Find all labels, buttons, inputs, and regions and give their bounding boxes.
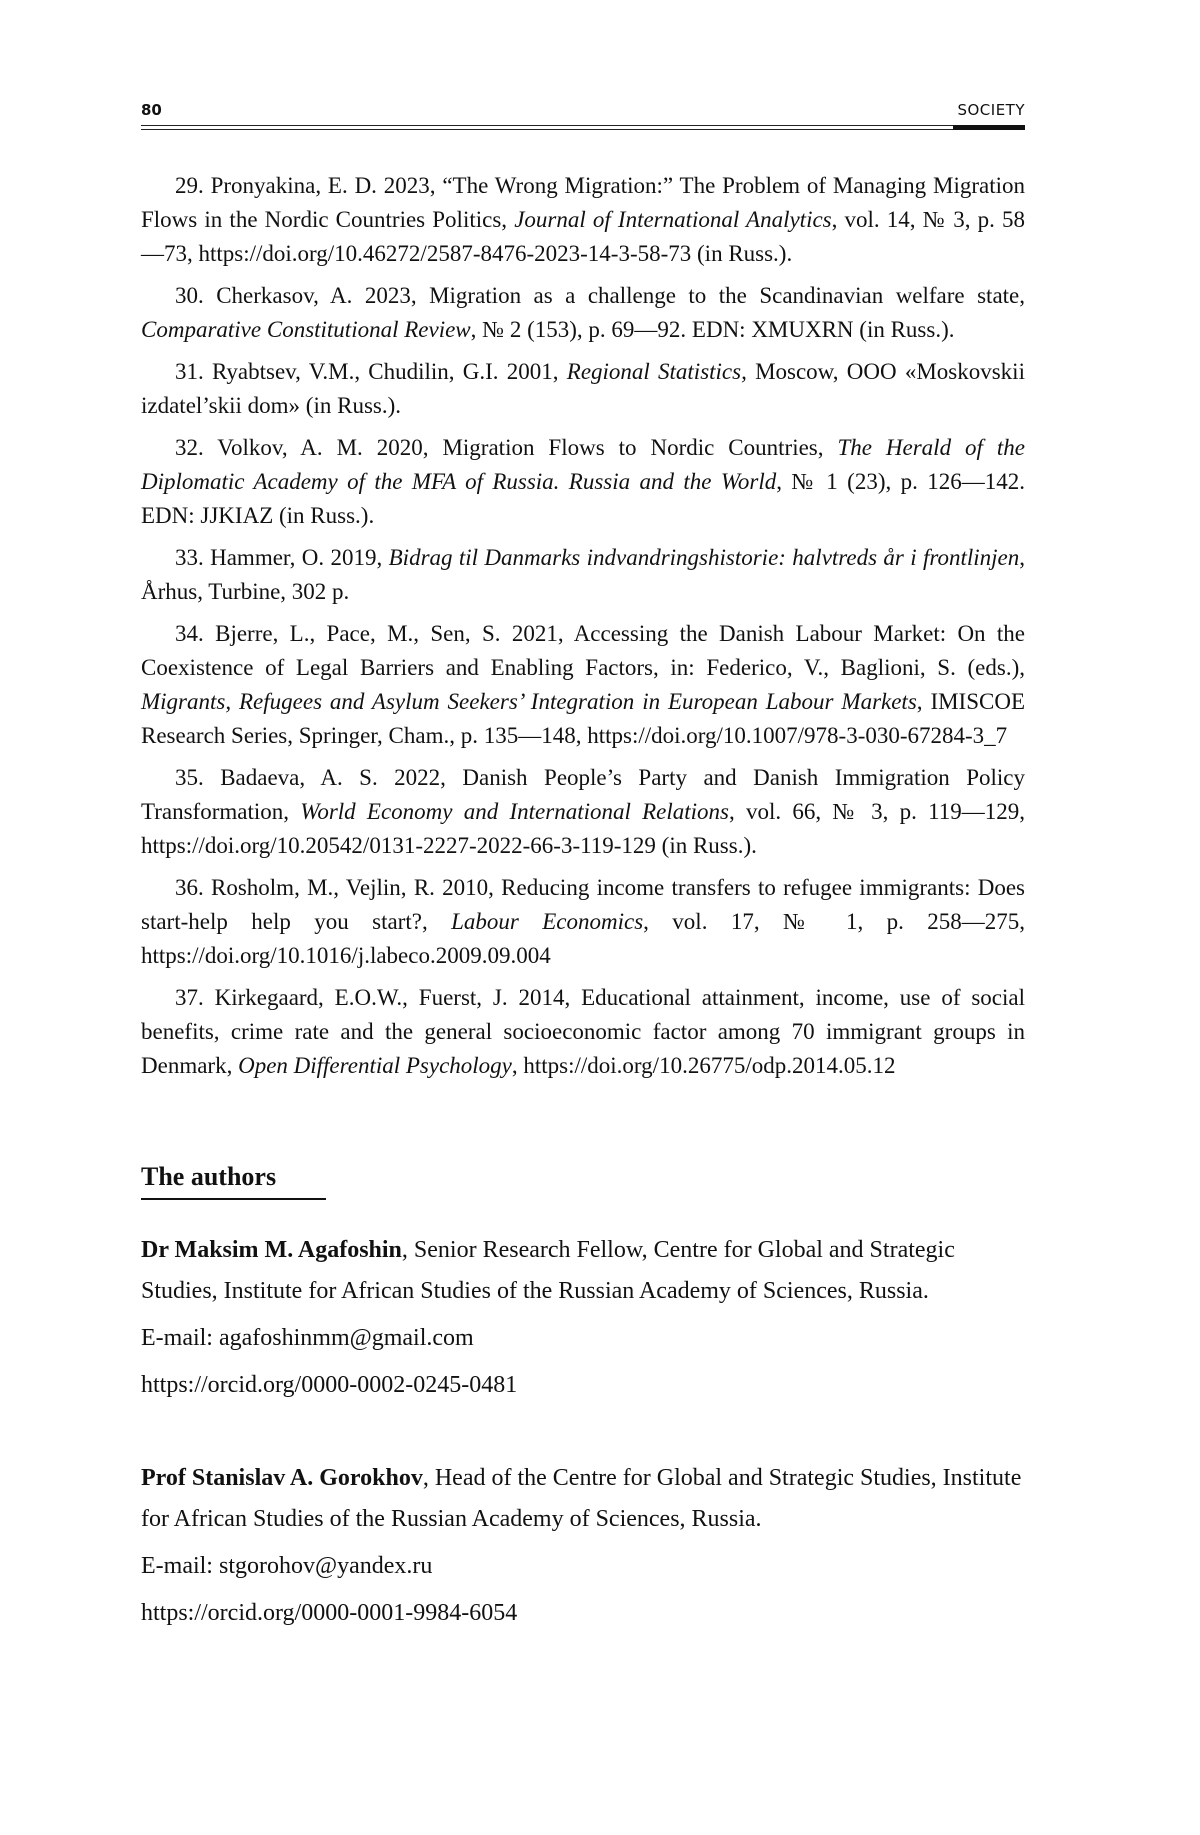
header-rule <box>141 125 1025 126</box>
reference-details: , № 2 (153), p. 69—92. EDN: XMUXRN (in Russ.). <box>470 317 955 342</box>
reference-details: , vol. 17, № 1, p. 258—275, https://doi.org/10.1016/j.labeco.2009.09.004 <box>141 909 1025 968</box>
reference-source: Bidrag til Danmarks indvandringshistorie: halvtreds år i frontlinjen <box>388 545 1020 570</box>
reference-35 <box>141 761 1025 863</box>
reference-text: Rosholm, M., Vejlin, R. 2010, Reducing income transfers to refugee immigrants: Does start-help help you start?, <box>141 875 1025 934</box>
author-bio <box>141 1230 1025 1312</box>
reference-details: , https://doi.org/10.26775/odp.2014.05.12 <box>511 1053 896 1078</box>
reference-30 <box>141 279 1025 347</box>
reference-details: , Århus, Turbine, 302 p. <box>141 545 1026 604</box>
author-affiliation: , Head of the Centre for Global and Strategic Studies, Institute for African Studies of the Russian Academy of Sciences, Russia. <box>141 1465 1022 1532</box>
author-bio <box>141 1458 1025 1540</box>
reference-number: 33. <box>175 545 204 570</box>
author-name: Prof Stanislav A. Gorokhov <box>141 1465 423 1491</box>
reference-text: Hammer, O. 2019, <box>203 545 389 570</box>
author-orcid: https://orcid.org/0000-0002-0245-0481 <box>141 1372 518 1398</box>
reference-text: Pronyakina, E. D. 2023, “The Wrong Migration:” The Problem of Managing Migration Flows in the Nordic Countries Politics, <box>141 173 1025 232</box>
reference-text: Bjerre, L., Pace, M., Sen, S. 2021, Accessing the Danish Labour Market: On the Coexistence of Legal Barriers and Enabling Factors, in: Federico, V., Baglioni, S. (eds.), <box>141 621 1025 680</box>
reference-source: Migrants, Refugees and Asylum Seekers’ Integration in European Labour Markets <box>141 689 917 714</box>
reference-text: Ryabtsev, V.M., Chudilin, G.I. 2001, <box>203 359 567 384</box>
author-email: E-mail: stgorohov@yandex.ru <box>141 1553 433 1579</box>
reference-details: , vol. 14, № 3, p. 58—73, https://doi.org/10.46272/2587-8476-2023-14-3-58-73 (in Russ.). <box>141 207 1025 266</box>
section-name: SOCIETY <box>957 101 1025 119</box>
author-affiliation: , Senior Research Fellow, Centre for Global and Strategic Studies, Institute for African Studies of the Russian Academy of Sciences, Russia. <box>141 1237 955 1304</box>
author-name: Dr Maksim M. Agafoshin <box>141 1237 402 1263</box>
reference-source: Regional Statistics, <box>566 359 747 384</box>
author-orcid: https://orcid.org/0000-0001-9984-6054 <box>141 1600 518 1626</box>
reference-number: 37. <box>175 985 204 1010</box>
reference-source: Labour Economics <box>451 909 644 934</box>
author-email: E-mail: agafoshinmm@gmail.com <box>141 1325 474 1351</box>
reference-details: , № 1 (23), p. 126—142. EDN: JJKIAZ (in Russ.). <box>141 469 1025 528</box>
reference-number: 30. <box>175 283 204 308</box>
reference-33 <box>141 541 1025 609</box>
reference-details: , IMISCOE Research Series, Springer, Cham., p. 135—148, https://doi.org/10.1007/978-3-030-67284-3_7 <box>141 689 1026 748</box>
reference-number: 31. <box>175 359 204 384</box>
reference-source: World Economy and International Relations <box>300 799 729 824</box>
reference-31 <box>141 355 1025 423</box>
running-header <box>141 100 1025 130</box>
reference-number: 36. <box>175 875 204 900</box>
page-number: 80 <box>141 101 162 119</box>
reference-number: 32. <box>175 435 204 460</box>
reference-34 <box>141 617 1025 753</box>
reference-details: , vol. 66, № 3, p. 119—129, https://doi.org/10.20542/0131-2227-2022-66-3-119-129 (in Russ.). <box>141 799 1025 858</box>
reference-source: The Herald of the Diplomatic Academy of the MFA of Russia. Russia and the World <box>141 435 1025 494</box>
reference-source: Open Differential Psychology <box>238 1053 512 1078</box>
reference-list <box>141 169 1025 1091</box>
reference-number: 34. <box>175 621 204 646</box>
reference-29 <box>141 169 1025 271</box>
reference-32 <box>141 431 1025 533</box>
author-entry <box>141 1458 1025 1634</box>
reference-number: 29. <box>175 173 204 198</box>
reference-37 <box>141 981 1025 1083</box>
reference-text: Volkov, A. M. 2020, Migration Flows to Nordic Countries, <box>203 435 838 460</box>
header-rule-accent <box>953 125 1025 130</box>
reference-details: Moscow, OOO «Moskovskii izdatel’skii dom» (in Russ.). <box>141 359 1025 418</box>
reference-number: 35. <box>175 765 204 790</box>
header-rule-lower <box>141 129 1025 130</box>
author-entry <box>141 1230 1025 1406</box>
authors-section <box>141 1160 1025 1634</box>
authors-heading: The authors <box>141 1160 326 1200</box>
reference-text: Kirkegaard, E.O.W., Fuerst, J. 2014, Educational attainment, income, use of social benefits, crime rate and the general socioeconomic factor among 70 immigrant groups in Denmark, <box>141 985 1025 1078</box>
reference-text: Cherkasov, A. 2023, Migration as a challenge to the Scandinavian welfare state, <box>203 283 1025 308</box>
reference-source: Journal of International Analytics <box>514 207 832 232</box>
reference-text: Badaeva, A. S. 2022, Danish People’s Party and Danish Immigration Policy Transformation, <box>141 765 1025 824</box>
reference-source: Comparative Constitutional Review <box>141 317 471 342</box>
reference-36 <box>141 871 1025 973</box>
